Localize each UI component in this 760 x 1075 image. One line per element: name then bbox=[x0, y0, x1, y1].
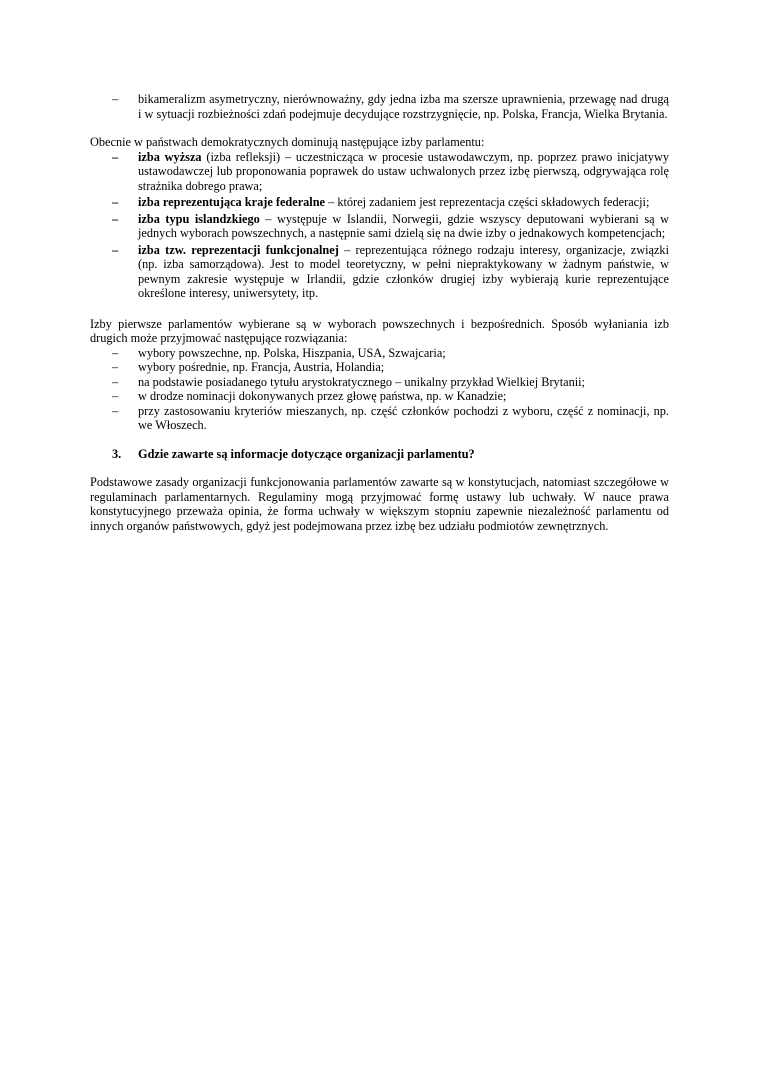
term: izba typu islandzkiego bbox=[138, 211, 260, 226]
list-item: – przy zastosowaniu kryteriów mieszanych, np. część członków pochodzi z wyboru, część z nominacji, np. we Włoszech. bbox=[90, 404, 669, 433]
question-number: 3. bbox=[112, 446, 122, 461]
list-item: – izba typu islandzkiego – występuje w Islandii, Norwegii, gdzie wszyscy deputowani wybierani są w jednych wyborach powszechnych, a następnie sami dzielą się na dwie izby o jednakowych kompetencjach; bbox=[112, 211, 669, 240]
description: (izba refleksji) – uczestnicząca w procesie ustawodawczym, np. poprzez prawo inicjatywy ustawodawczej lub proponowania poprawek do ustaw uchwalonych przez izbę pierwszą, odgrywająca rolę strażnika dobrego prawa; bbox=[138, 149, 669, 193]
question-text: Gdzie zawarte są informacje dotyczące organizacji parlamentu? bbox=[138, 446, 475, 461]
list-item: – w drodze nominacji dokonywanych przez głowę państwa, np. w Kanadzie; bbox=[90, 389, 669, 404]
paragraph-dominant-chambers: Obecnie w państwach demokratycznych dominują następujące izby parlamentu: bbox=[90, 135, 485, 149]
answer-paragraph: Podstawowe zasady organizacji funkcjonowania parlamentów zawarte są w konstytucjach, natomiast szczegółowe w regulaminach parlamentarnych. Regulaminy mogą przyjmować formę ustawy lub uchwały. W nauce prawa konstytucyjnego przeważa opinia, że forma uchwały w większym stopniu zapewnie niezależność parlamentu od innych organów państwowych, gdyż jest podejmowana przez izbę bez udziału podmiotów zewnętrznych. bbox=[90, 475, 669, 533]
list-item: – izba tzw. reprezentacji funkcjonalnej – reprezentująca różnego rodzaju interesy, organizacje, związki (np. izba samorządowa). Jest to model teoretyczny, w pełni niepraktykowany w żadnym państwie, w pewnym zakresie występuje w Irlandii, gdzie członków drugiej izby wybierają kurie reprezentujące określone interesy, uniwersytety, itp. bbox=[112, 242, 669, 300]
description: – występuje w Islandii, Norwegii, gdzie wszyscy deputowani wybierani są w jednych wyborach powszechnych, a następnie sami dzielą się na dwie izby o jednakowych kompetencjach; bbox=[138, 211, 669, 240]
list-item: – na podstawie posiadanego tytułu arystokratycznego – unikalny przykład Wielkiej Brytanii; bbox=[90, 375, 669, 390]
term: izba wyższa bbox=[138, 149, 202, 164]
page-content bbox=[90, 92, 669, 533]
description: – której zadaniem jest reprezentacja części składowych federacji; bbox=[325, 195, 650, 209]
description: – reprezentująca różnego rodzaju interesy, organizacje, związki (np. izba samorządowa). Jest to model teoretyczny, w pełni niepraktykowany w żadnym państwie, w pewnym zakresie występuje w Irlandii, gdzie członków drugiej izby wybierają kurie reprezentujące określone interesy, uniwersytety, itp. bbox=[138, 242, 669, 300]
question-heading bbox=[90, 447, 669, 462]
term: izba tzw. reprezentacji funkcjonalnej bbox=[138, 242, 339, 257]
list-item: – wybory pośrednie, np. Francja, Austria, Holandia; bbox=[90, 360, 669, 375]
bicameralism-list bbox=[90, 92, 669, 121]
selection-methods-list bbox=[90, 346, 669, 433]
list-item: – wybory powszechne, np. Polska, Hiszpania, USA, Szwajcaria; bbox=[90, 346, 669, 361]
chamber-types-list bbox=[90, 150, 669, 301]
list-item: – izba wyższa (izba refleksji) – uczestnicząca w procesie ustawodawczym, np. poprzez prawo inicjatywy ustawodawczej lub proponowania poprawek do ustaw uchwalonych przez izbę pierwszą, odgrywająca rolę strażnika dobrego prawa; bbox=[112, 149, 669, 193]
term: izba reprezentująca kraje federalne bbox=[138, 195, 326, 209]
list-item: – bikameralizm asymetryczny, nierównoważny, gdy jedna izba ma szersze uprawnienia, przewagę nad drugą i w sytuacji rozbieżności zdań podejmuje decydujące rozstrzygnięcie, np. Polska, Francja, Wielka Brytania. bbox=[90, 92, 669, 121]
list-item: – izba reprezentująca kraje federalne – której zadaniem jest reprezentacja części składowych federacji; bbox=[112, 195, 650, 209]
paragraph-elections: Izby pierwsze parlamentów wybierane są w wyborach powszechnych i bezpośrednich. Sposób wyłaniania izb drugich może przyjmować następujące rozwiązania: bbox=[90, 316, 669, 345]
